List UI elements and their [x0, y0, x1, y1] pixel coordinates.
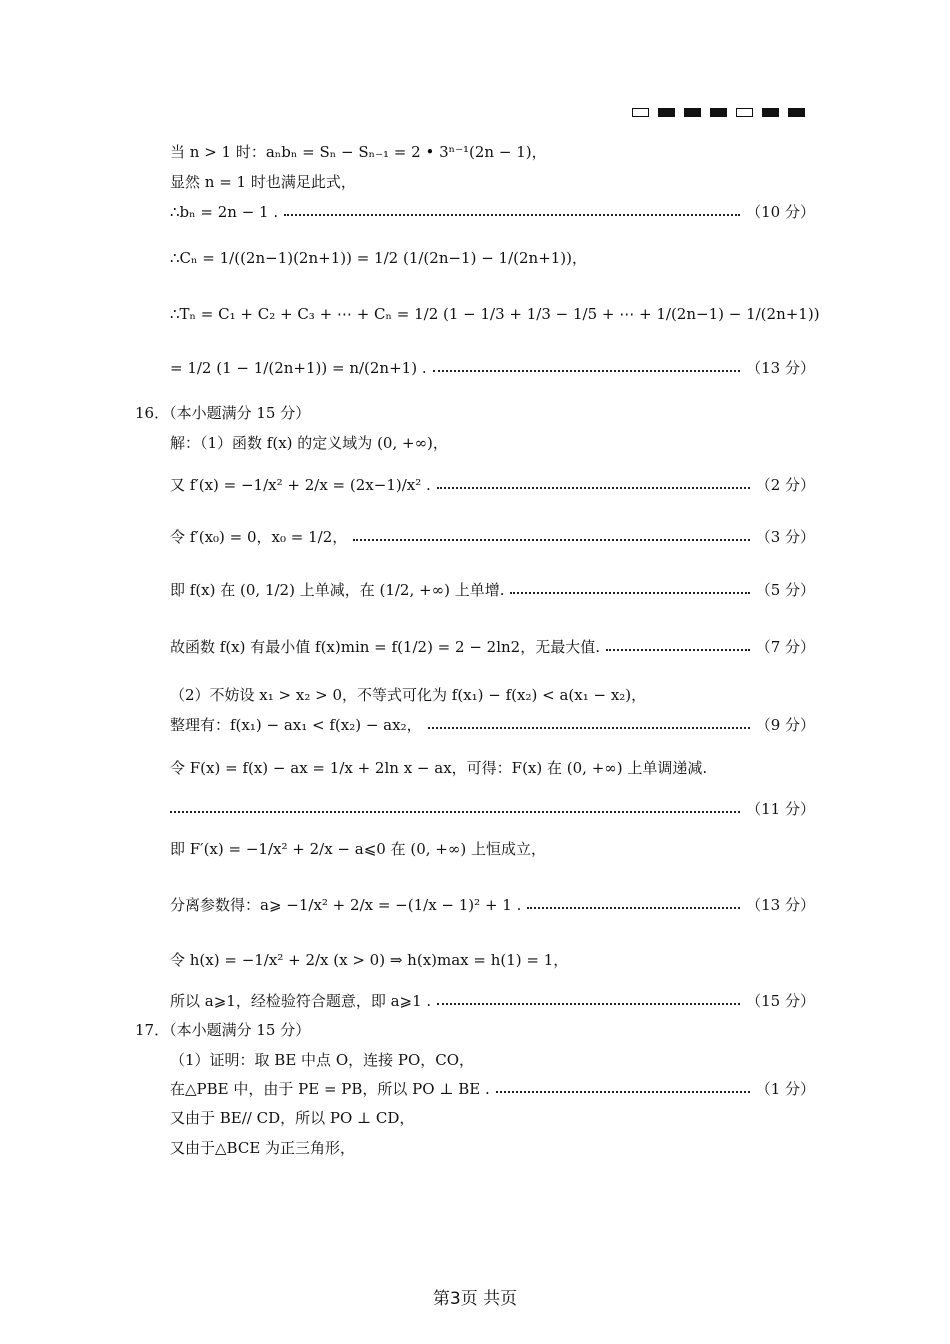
solution-line [170, 304, 820, 324]
leader-dots [510, 592, 749, 594]
solution-line [170, 895, 815, 915]
leader-dots [170, 811, 740, 813]
score-label: （15 分） [746, 992, 815, 1010]
score-label: （2 分） [755, 476, 815, 494]
solution-line [170, 1138, 815, 1158]
score-label: （9 分） [755, 716, 815, 734]
score-label: （10 分） [746, 203, 815, 221]
line-text: 整理有：f(x₁) − ax₁ < f(x₂) − ax₂， [170, 716, 422, 734]
line-text: 解：（1）函数 f(x) 的定义域为 (0, +∞)， [170, 434, 448, 452]
leader-dots [606, 649, 750, 651]
line-text: 令 h(x) = −1/x² + 2/x (x > 0) ⇒ h(x)max = h(1) = 1， [170, 951, 569, 969]
solution-line [170, 433, 815, 453]
page-footer: 第3页 共页 [432, 1289, 518, 1309]
solution-line [170, 758, 815, 778]
solution-line [170, 1079, 815, 1099]
score-label: （3 分） [755, 528, 815, 546]
solution-line [170, 1050, 815, 1070]
line-text: 17．（本小题满分 15 分） [135, 1021, 311, 1039]
line-text: 故函数 f(x) 有最小值 f(x)min = f(1/2) = 2 − 2ln2，无最大值. [170, 638, 600, 656]
score-label: （7 分） [755, 638, 815, 656]
question-heading [135, 403, 815, 423]
score-label: （11 分） [746, 800, 815, 818]
solution-line [170, 839, 815, 859]
solution-line [170, 799, 815, 819]
leader-dots [437, 1003, 740, 1005]
leader-dots [284, 214, 740, 216]
line-text: 又由于 BE// CD，所以 PO ⊥ CD， [170, 1109, 415, 1127]
header-mark-filled [788, 108, 805, 117]
solution-line [170, 1108, 815, 1128]
header-mark-empty [736, 108, 753, 117]
line-text: 令 f′(x₀) = 0，x₀ = 1/2， [170, 528, 348, 546]
line-text: 又 f′(x) = −1/x² + 2/x = (2x−1)/x² . [170, 476, 431, 494]
solution-line [170, 637, 815, 657]
score-label: （1 分） [755, 1080, 815, 1098]
line-text: ∴Cₙ = 1/((2n−1)(2n+1)) = 1/2 (1/(2n−1) − 1/(2n+1))， [170, 249, 588, 267]
solution-line [170, 142, 815, 162]
line-text: ∴Tₙ = C₁ + C₂ + C₃ + ⋯ + Cₙ = 1/2 (1 − 1/3 + 1/3 − 1/5 + ⋯ + 1/(2n−1) − 1/(2n+1)) [170, 305, 820, 323]
solution-line [170, 358, 815, 378]
solution-line [170, 685, 815, 705]
solution-line [170, 715, 815, 735]
line-text: 即 F′(x) = −1/x² + 2/x − a⩽0 在 (0, +∞) 上恒成立， [170, 840, 546, 858]
line-text: 在△PBE 中，由于 PE = PB，所以 PO ⊥ BE . [170, 1080, 490, 1098]
line-text: 令 F(x) = f(x) − ax = 1/x + 2ln x − ax，可得：F(x) 在 (0, +∞) 上单调递减. [170, 759, 708, 777]
leader-dots [496, 1091, 750, 1093]
question-heading [135, 1020, 815, 1040]
line-text: 所以 a⩾1，经检验符合题意，即 a⩾1 . [170, 992, 432, 1010]
header-mark-filled [762, 108, 779, 117]
solution-line [170, 527, 815, 547]
line-text: 16．（本小题满分 15 分） [135, 404, 311, 422]
line-text: = 1/2 (1 − 1/(2n+1)) = n/(2n+1) . [170, 359, 427, 377]
line-text: 即 f(x) 在 (0, 1/2) 上单减，在 (1/2, +∞) 上单增. [170, 581, 505, 599]
header-mark-filled [684, 108, 701, 117]
solution-line [170, 991, 815, 1011]
leader-dots [353, 539, 749, 541]
header-mark-filled [658, 108, 675, 117]
leader-dots [428, 727, 750, 729]
leader-dots [527, 907, 740, 909]
line-text: （1）证明：取 BE 中点 O，连接 PO，CO， [170, 1051, 475, 1069]
score-label: （13 分） [746, 359, 815, 377]
header-mark-filled [710, 108, 727, 117]
line-text: 分离参数得：a⩾ −1/x² + 2/x = −(1/x − 1)² + 1 . [170, 896, 522, 914]
solution-line [170, 580, 815, 600]
header-marks [632, 108, 805, 117]
line-text: （2）不妨设 x₁ > x₂ > 0，不等式可化为 f(x₁) − f(x₂) < a(x₁ − x₂)， [170, 686, 647, 704]
solution-line [170, 248, 815, 268]
score-label: （13 分） [746, 896, 815, 914]
line-text: 当 n > 1 时：aₙbₙ = Sₙ − Sₙ₋₁ = 2 • 3ⁿ⁻¹(2n − 1)， [170, 143, 547, 161]
solution-line [170, 202, 815, 222]
score-label: （5 分） [755, 581, 815, 599]
leader-dots [433, 370, 741, 372]
header-mark-empty [632, 108, 649, 117]
line-text: ∴bₙ = 2n − 1 . [170, 203, 279, 221]
solution-line [170, 950, 815, 970]
leader-dots [437, 487, 750, 489]
line-text: 显然 n = 1 时也满足此式， [170, 173, 356, 191]
line-text: 又由于△BCE 为正三角形， [170, 1139, 356, 1157]
solution-line [170, 475, 815, 495]
solution-line [170, 172, 815, 192]
